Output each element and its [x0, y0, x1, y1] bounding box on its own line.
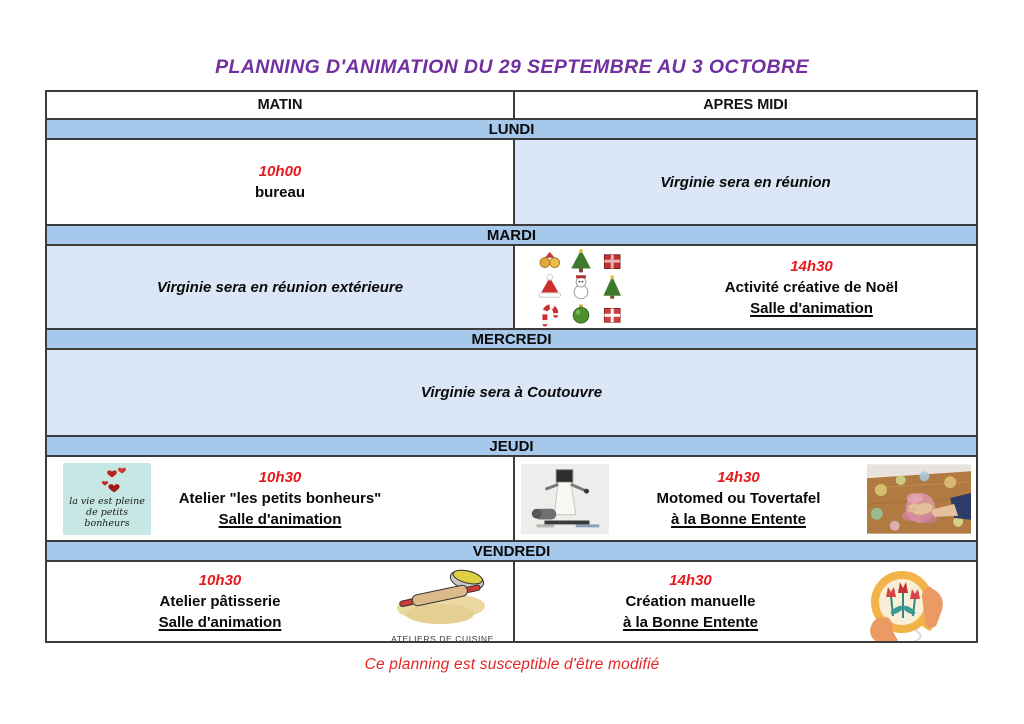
location-label: Salle d'animation — [158, 614, 282, 631]
bauble-icon — [573, 305, 589, 324]
candy-cane-icon — [545, 307, 556, 324]
note-label: Virginie sera en réunion extérieure — [156, 278, 404, 296]
cell-mercredi-full — [47, 350, 976, 435]
activity-label: bureau — [254, 184, 305, 201]
christmas-tree-icon — [571, 249, 591, 272]
snowman-icon — [574, 275, 588, 298]
row-mercredi — [47, 350, 976, 435]
craft-image — [855, 564, 950, 641]
note-label: Virginie sera à Coutouvre — [420, 384, 603, 401]
row-mardi — [47, 246, 976, 328]
activity-label: Atelier "les petits bonheurs" — [178, 490, 382, 507]
day-banner-lundi: LUNDI — [47, 118, 976, 140]
activity-label: Motomed ou Tovertafel — [656, 490, 821, 507]
tovertafel-image — [862, 457, 976, 540]
image-text: de petits bonheurs — [84, 507, 130, 529]
gift-icon — [604, 255, 620, 269]
cuisine-caption: ATELIERS DE CUISINE — [391, 634, 494, 641]
location-label: à la Bonne Entente — [670, 511, 807, 528]
note-label: Virginie sera en réunion — [660, 173, 831, 191]
cell-lundi-matin — [47, 140, 515, 224]
cell-vendredi-apres-midi — [515, 562, 976, 641]
cell-mardi-apres-midi — [515, 246, 976, 328]
bells-icon — [540, 252, 560, 268]
row-lundi — [47, 140, 976, 224]
row-jeudi — [47, 457, 976, 540]
activity-label: Création manuelle — [625, 593, 756, 610]
location-label: Salle d'animation — [218, 511, 342, 528]
planning-table — [45, 90, 978, 643]
time-label: 14h30 — [669, 572, 712, 589]
christmas-icons-image — [515, 246, 647, 328]
time-label: 10h30 — [258, 469, 302, 486]
day-banner-jeudi: JEUDI — [47, 435, 976, 457]
cell-mardi-matin — [47, 246, 515, 328]
column-header-matin: MATIN — [47, 92, 515, 118]
day-banner-mardi: MARDI — [47, 224, 976, 246]
image-text: la vie est pleine — [69, 496, 145, 507]
day-banner-vendredi: VENDREDI — [47, 540, 976, 562]
row-vendredi — [47, 562, 976, 641]
gift-icon — [604, 308, 620, 322]
location-label: Salle d'animation — [750, 299, 873, 317]
cell-vendredi-matin — [47, 562, 515, 641]
activity-label: Atelier pâtisserie — [159, 593, 281, 610]
location-label: à la Bonne Entente — [622, 614, 759, 631]
time-label: 10h30 — [198, 572, 242, 589]
time-label: 14h30 — [717, 469, 760, 486]
time-label: 14h30 — [790, 257, 833, 275]
cuisine-image — [385, 566, 500, 641]
column-header-apres-midi: APRES MIDI — [703, 97, 788, 113]
time-label: 10h00 — [258, 163, 302, 180]
santa-hat-icon — [539, 274, 560, 297]
day-banner-mercredi: MERCREDI — [47, 328, 976, 350]
christmas-tree-icon — [603, 275, 621, 298]
footer-note: Ce planning est susceptible d'être modifié — [364, 656, 660, 673]
activity-label: Activité créative de Noël — [724, 278, 899, 296]
motomed-image — [515, 457, 615, 540]
header-row — [47, 92, 976, 118]
cell-jeudi-matin — [47, 457, 515, 540]
cell-jeudi-apres-midi — [515, 457, 976, 540]
page-title: PLANNING D'ANIMATION DU 29 SEPTEMBRE AU 3 OCTOBRE — [215, 56, 809, 78]
cell-lundi-apres-midi — [515, 140, 976, 224]
